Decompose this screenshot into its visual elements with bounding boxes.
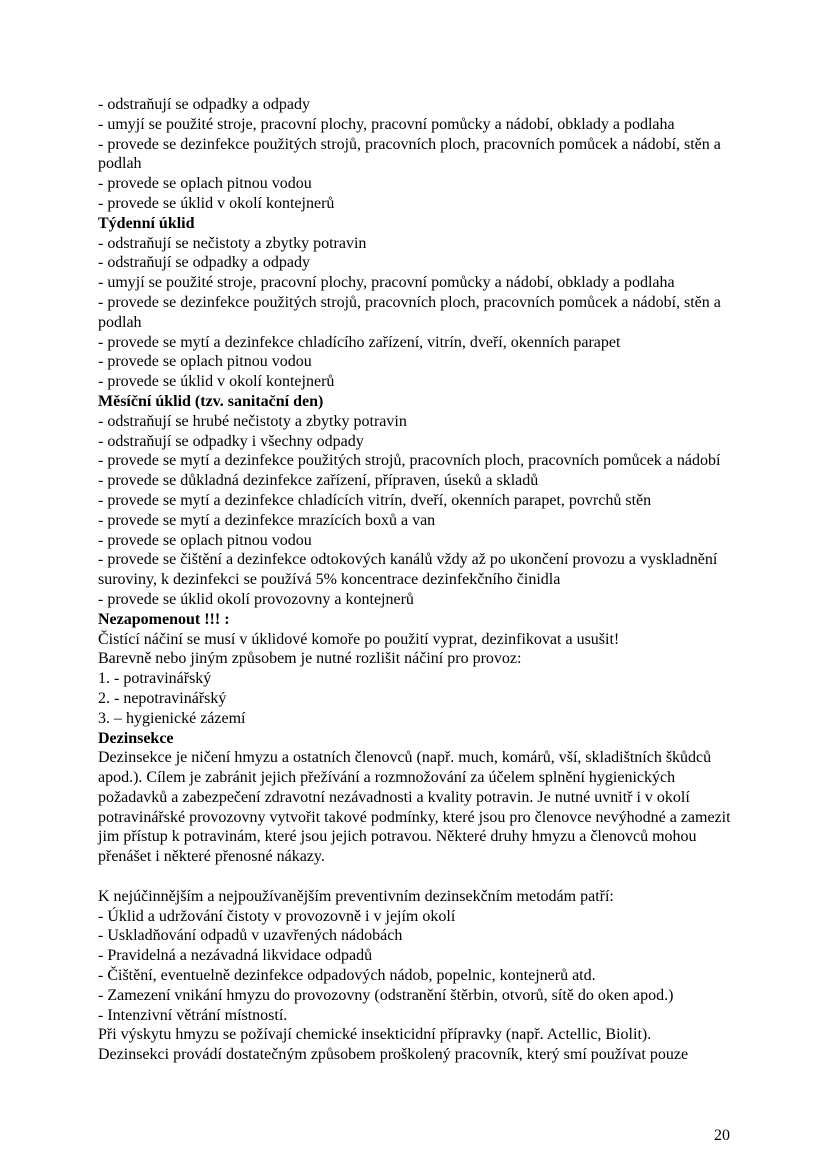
- text-line: - umyjí se použité stroje, pracovní plochy, pracovní pomůcky a nádobí, obklady a podlaha: [98, 115, 675, 133]
- text-line: - provede se úklid v okolí kontejnerů: [98, 194, 335, 212]
- section-heading: Týdenní úklid: [98, 214, 195, 232]
- text-line: - odstraňují se odpadky i všechny odpady: [98, 432, 364, 450]
- text-line: 2. - nepotravinářský: [98, 689, 227, 707]
- text-line: - umyjí se použité stroje, pracovní plochy, pracovní pomůcky a nádobí, obklady a podlaha: [98, 274, 675, 292]
- text-line: - provede se důkladná dezinfekce zařízení, přípraven, úseků a skladů: [98, 472, 539, 490]
- text-line: - provede se mytí a dezinfekce chladícího zařízení, vitrín, dveří, okenních parapet: [98, 333, 621, 351]
- text-line: Při výskytu hmyzu se požívají chemické insekticidní přípravky (např. Actellic, Biolit).: [98, 1026, 652, 1044]
- text-line: Čistící náčiní se musí v úklidové komoře po použití vyprat, dezinfikovat a usušit!: [98, 630, 620, 648]
- text-line: - Zamezení vnikání hmyzu do provozovny (odstranění štěrbin, otvorů, sítě do oken apod.): [98, 986, 674, 1004]
- text-line: - provede se úklid okolí provozovny a kontejnerů: [98, 590, 414, 608]
- text-line: Dezinsekce je ničení hmyzu a ostatních členovců (např. much, komárů, vší, skladištních škůdců apod.). Cílem je zabránit jejich přežívání a rozmnožování za účelem splnění hygienických požadavků a zabezpečení zdravotní nezávadnosti a kvality potravin. Je nutné uvnitř i v okolí potravinářské provozovny vytvořit takové podmínky, které jsou pro členovce nevýhodné a zamezit jim přístup k potravinám, které jsou jejich potravou. Některé druhy hmyzu a členovců mohou přenášet i některé přenosné nákazy.: [98, 749, 731, 866]
- text-line: - provede se čištění a dezinfekce odtokových kanálů vždy až po ukončení provozu a vyskladnění suroviny, k dezinfekci se používá 5% koncentrace dezinfekčního činidla: [98, 551, 718, 589]
- text-line: - provede se oplach pitnou vodou: [98, 531, 312, 549]
- text-line: - odstraňují se odpadky a odpady: [98, 96, 310, 113]
- text-line: 3. – hygienické zázemí: [98, 709, 246, 727]
- text-line: - odstraňují se nečistoty a zbytky potravin: [98, 234, 367, 252]
- text-line: K nejúčinnějším a nejpoužívanějším preventivním dezinsekčním metodám patří:: [98, 887, 614, 905]
- text-line: - Intenzivní větrání místností.: [98, 1006, 288, 1024]
- text-line: - Uskladňování odpadů v uzavřených nádobách: [98, 927, 403, 945]
- text-line: - provede se úklid v okolí kontejnerů: [98, 373, 335, 391]
- section-heading: Měsíční úklid (tzv. sanitační den): [98, 392, 324, 410]
- text-line: - provede se dezinfekce použitých strojů, pracovních ploch, pracovních pomůcek a nádobí, stěn a podlah: [98, 135, 721, 173]
- text-line: - Čištění, eventuelně dezinfekce odpadových nádob, popelnic, kontejnerů atd.: [98, 967, 596, 985]
- text-line: Barevně nebo jiným způsobem je nutné rozlišit náčiní pro provoz:: [98, 650, 522, 668]
- text-line: - provede se mytí a dezinfekce chladících vitrín, dveří, okenních parapet, povrchů stěn: [98, 491, 652, 509]
- text-line: - provede se dezinfekce použitých strojů, pracovních ploch, pracovních pomůcek a nádobí, stěn a podlah: [98, 293, 721, 331]
- text-line: - provede se oplach pitnou vodou: [98, 353, 312, 371]
- text-line: - Úklid a udržování čistoty v provozovně i v jejím okolí: [98, 907, 456, 925]
- text-line: - odstraňují se odpadky a odpady: [98, 254, 310, 272]
- text-line: 1. - potravinářský: [98, 670, 212, 688]
- page-number: 20: [714, 1127, 730, 1144]
- text-line: - Pravidelná a nezávadná likvidace odpadů: [98, 947, 373, 965]
- text-line: Dezinsekci provádí dostatečným způsobem proškolený pracovník, který smí používat pouze: [98, 1046, 689, 1064]
- section-heading: Dezinsekce: [98, 729, 174, 747]
- text-line: - provede se mytí a dezinfekce mrazících boxů a van: [98, 511, 436, 529]
- text-line: - provede se oplach pitnou vodou: [98, 175, 312, 193]
- text-line: - odstraňují se hrubé nečistoty a zbytky potravin: [98, 412, 407, 430]
- document-body: [98, 95, 732, 1065]
- text-line: - provede se mytí a dezinfekce použitých strojů, pracovních ploch, pracovních pomůcek a nádobí: [98, 452, 721, 470]
- blank-line: [98, 867, 732, 887]
- section-heading: Nezapomenout !!! :: [98, 610, 230, 628]
